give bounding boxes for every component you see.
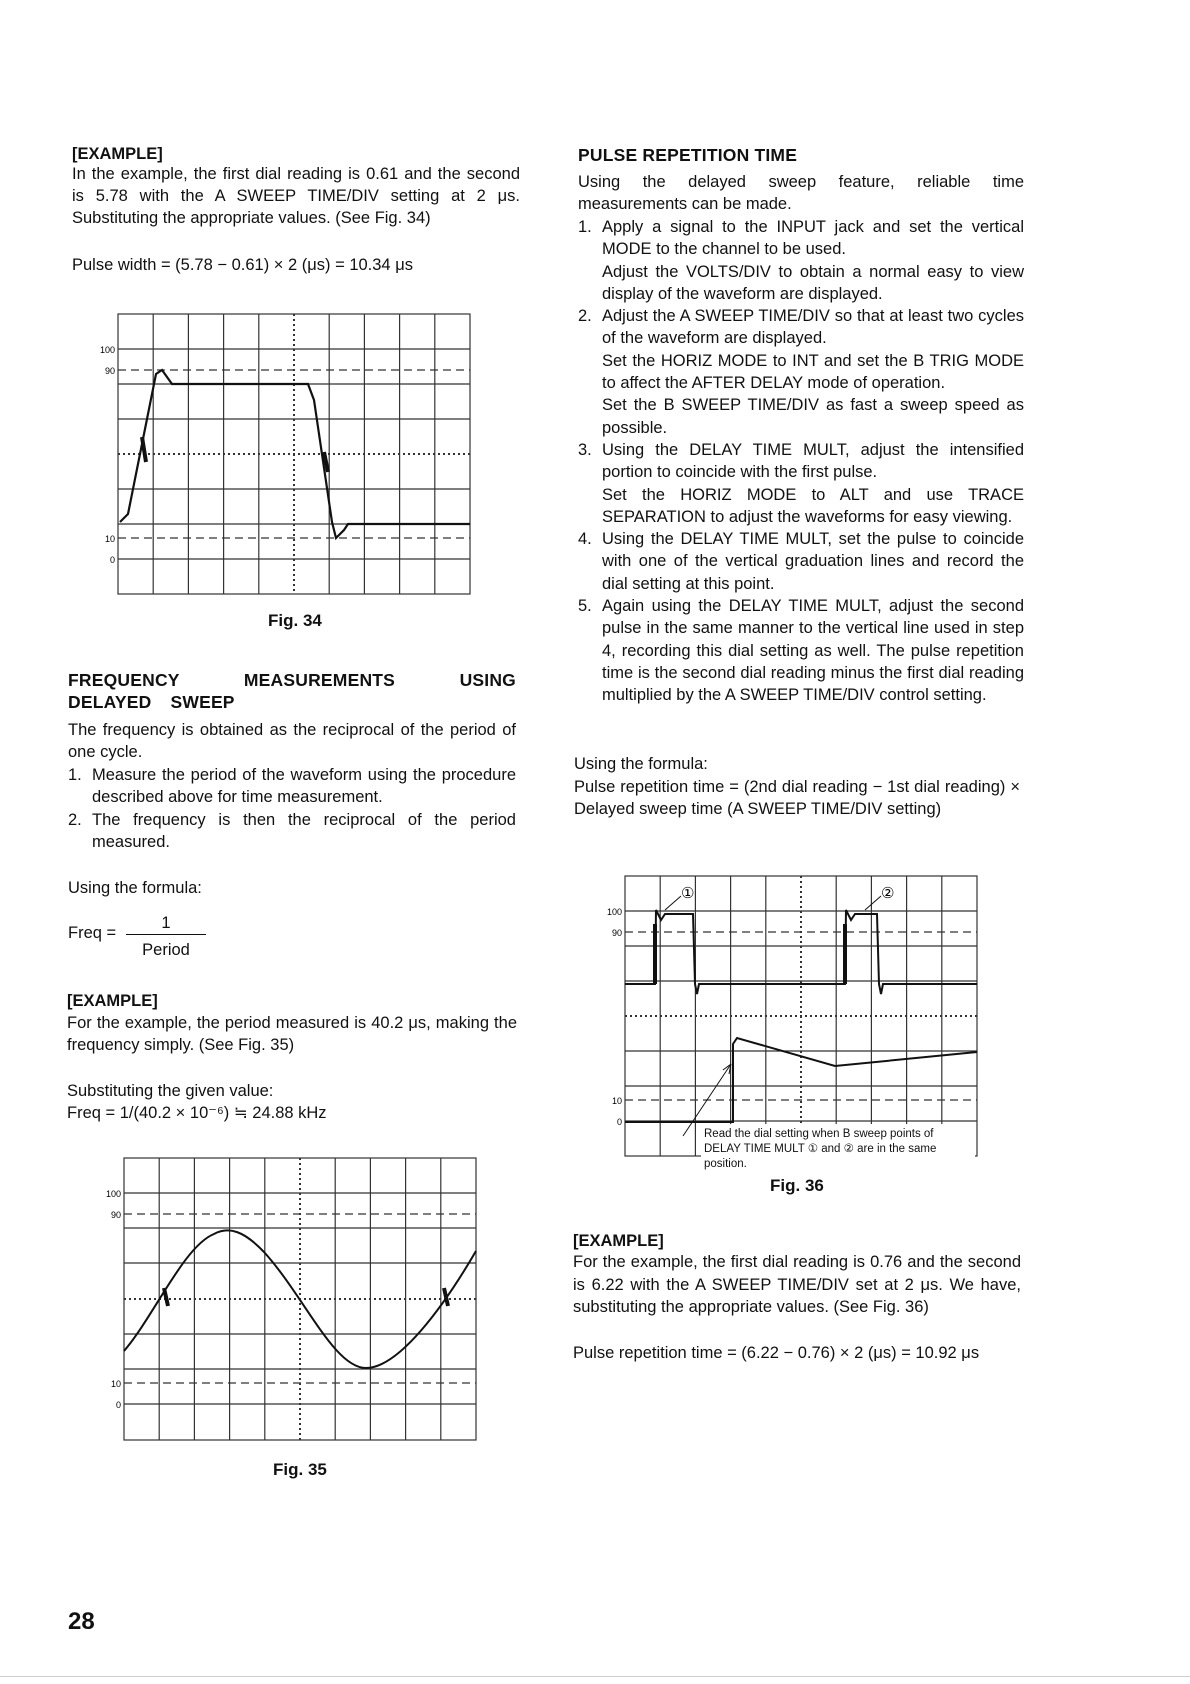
label-0: 0 xyxy=(109,555,115,565)
freq-formula-denominator: Period xyxy=(142,941,190,959)
example1-heading: [EXAMPLE] xyxy=(72,145,163,163)
prt-step-5: 5. Again using the DELAY TIME MULT, adjust the second pulse in the same manner to the vertical line used in step 4, recording this dial setting as well. The pulse repetition time is the second dial reading minus the first dial reading multiplied by the A SWEEP TIME/DIV control setting. xyxy=(578,597,1024,705)
freq-step-1: 1. Measure the period of the waveform using the procedure described above for time measurement. xyxy=(68,766,516,806)
prt-heading: PULSE REPETITION TIME xyxy=(578,145,798,165)
prt-intro: Using the delayed sweep feature, reliable time measurements can be made. xyxy=(578,173,1024,213)
label-100: 100 xyxy=(105,1189,121,1199)
example2-text: For the example, the period measured is 40.2 μs, making the frequency simply. (See Fig. 35) xyxy=(67,1014,517,1054)
fig35-waveform xyxy=(124,1230,476,1368)
fig36-note: Read the dial setting when B sweep points of DELAY TIME MULT ① and ② are in the same position. xyxy=(704,1128,937,1170)
marker-1: ① xyxy=(681,885,695,902)
substituting-text: Substituting the given value: xyxy=(67,1082,274,1100)
marker-2: ② xyxy=(881,885,895,902)
using-formula-right: Using the formula: xyxy=(574,755,708,773)
freq-formula-numerator: 1 xyxy=(126,912,206,935)
example3-text: For the example, the first dial reading is 0.76 and the second is 6.22 with the A SWEEP TIME/DIV set at 2 μs. We have, substituting the appropriate values. (See Fig. 36) xyxy=(573,1253,1021,1316)
label-90: 90 xyxy=(611,928,622,938)
bottom-rule xyxy=(0,1676,1190,1677)
prt-step-4: 4. Using the DELAY TIME MULT, set the pulse to coincide with one of the vertical graduation lines and record the dial setting at this point. xyxy=(578,530,1024,593)
freq-result: Freq = 1/(40.2 × 10⁻⁶) ≒ 24.88 kHz xyxy=(67,1104,327,1122)
label-0: 0 xyxy=(115,1400,121,1410)
fig35-caption: Fig. 35 xyxy=(273,1460,327,1479)
label-0: 0 xyxy=(616,1117,622,1127)
example2-heading: [EXAMPLE] xyxy=(67,992,158,1010)
fig34-scope-graph xyxy=(100,312,475,598)
fig34-grid xyxy=(118,314,470,594)
label-100: 100 xyxy=(100,345,115,355)
fig34-caption: Fig. 34 xyxy=(268,611,322,630)
label-10: 10 xyxy=(110,1379,121,1389)
prt-step-1: 1. Apply a signal to the INPUT jack and set the vertical MODE to the channel to be used. Adjust the VOLTS/DIV to obtain a normal easy to view display of the waveform are displayed. xyxy=(578,218,1024,303)
fig35-scope-graph xyxy=(104,1156,482,1444)
label-10: 10 xyxy=(611,1096,622,1106)
fig36-scope-graph xyxy=(605,874,983,1174)
label-90: 90 xyxy=(104,366,115,376)
example1-formula: Pulse width = (5.78 − 0.61) × 2 (μs) = 10.34 μs xyxy=(72,256,413,274)
prt-step-2: 2. Adjust the A SWEEP TIME/DIV so that at least two cycles of the waveform are displayed. Set the HORIZ MODE to INT and set the B TRIG MODE to affect the AFTER DELAY mode of operation. Set the B SWEEP TIME/DIV as fast a sweep speed as possible. xyxy=(578,307,1024,437)
prt-steps xyxy=(578,216,1024,707)
fig36-grid xyxy=(625,876,977,1156)
prt-formula: Pulse repetition time = (2nd dial reading − 1st dial reading) × Delayed sweep time (A SWEEP TIME/DIV setting) xyxy=(574,778,1020,818)
example3-heading: [EXAMPLE] xyxy=(573,1232,664,1250)
fig36-caption: Fig. 36 xyxy=(770,1176,824,1195)
prt-step-3: 3. Using the DELAY TIME MULT, adjust the intensified portion to coincide with the first pulse. Set the HORIZ MODE to ALT and use TRACE SEPARATION to adjust the waveforms for easy viewing. xyxy=(578,440,1024,526)
page-number: 28 xyxy=(68,1608,95,1635)
freq-steps xyxy=(68,764,516,853)
freq-heading: FREQUENCY MEASUREMENTS USING DELAYED SWEEP xyxy=(68,670,516,712)
label-100: 100 xyxy=(606,907,622,917)
using-formula-left: Using the formula: xyxy=(68,879,202,897)
freq-step-2: 2. The frequency is then the reciprocal of the period measured. xyxy=(68,811,516,851)
example3-formula: Pulse repetition time = (6.22 − 0.76) × 2 (μs) = 10.92 μs xyxy=(573,1344,980,1362)
example1-text: In the example, the first dial reading is 0.61 and the second is 5.78 with the A SWEEP TIME/DIV setting at 2 μs. Substituting the appropriate values. (See Fig. 34) xyxy=(72,165,520,227)
freq-intro: The frequency is obtained as the reciprocal of the period of one cycle. xyxy=(68,721,516,761)
label-10: 10 xyxy=(104,534,115,544)
freq-formula-lhs: Freq = xyxy=(68,924,117,942)
label-90: 90 xyxy=(110,1210,121,1220)
